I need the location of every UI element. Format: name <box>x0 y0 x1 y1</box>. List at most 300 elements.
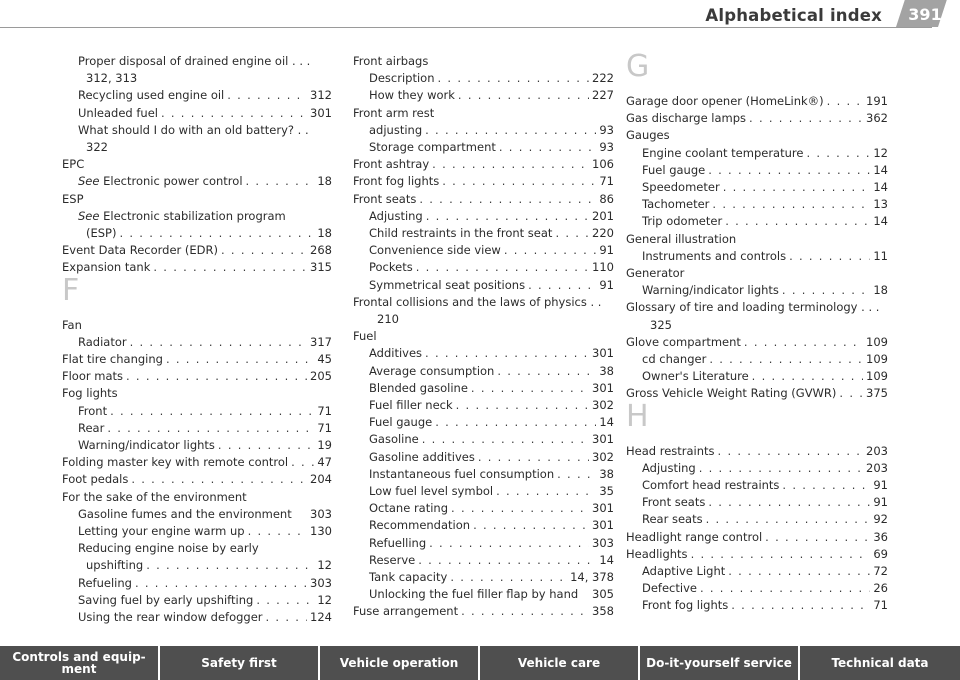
index-entry <box>369 70 614 86</box>
index-entry <box>86 70 332 86</box>
dot-leader <box>471 380 589 396</box>
dot-leader <box>266 609 308 625</box>
entry-text: cd changer <box>642 352 707 366</box>
page-reference[interactable]: 109 <box>866 369 888 384</box>
index-entry <box>369 449 614 465</box>
index-entry <box>78 403 332 419</box>
index-entry <box>353 294 614 310</box>
index-entry <box>642 351 888 367</box>
dot-leader <box>708 162 870 178</box>
index-entry <box>369 535 614 551</box>
index-entry <box>353 105 614 121</box>
entry-text: Front seats <box>353 191 417 206</box>
page-reference[interactable]: 71 <box>873 598 888 613</box>
index-entry <box>369 242 614 258</box>
index-entry <box>86 557 332 573</box>
entry-text: Trip odometer <box>642 214 723 229</box>
index-entry <box>62 191 332 207</box>
entry-text: ESP <box>62 191 84 206</box>
header-rule <box>0 27 932 28</box>
dot-leader <box>473 517 589 533</box>
dot-leader <box>749 110 863 126</box>
dot-leader <box>131 471 307 487</box>
index-entry <box>353 191 614 207</box>
entry-text: Defective <box>642 581 697 596</box>
index-entry <box>62 156 332 172</box>
index-entry <box>62 351 332 367</box>
index-entry <box>642 511 888 527</box>
dot-leader <box>723 179 871 195</box>
index-entry <box>62 489 332 505</box>
entry-text: Fan <box>62 317 82 332</box>
page-reference[interactable]: 72 <box>873 564 888 578</box>
index-entry <box>626 299 888 315</box>
index-entry <box>642 213 888 229</box>
page-reference[interactable]: 203 <box>866 443 888 458</box>
page-reference[interactable]: 358 <box>592 604 614 619</box>
dot-leader <box>700 580 870 596</box>
index-entry <box>353 173 614 189</box>
index-entry <box>642 494 888 510</box>
dot-leader <box>218 437 314 453</box>
dot-leader <box>499 139 596 155</box>
entry-text: Garage door opener (HomeLink®) <box>626 94 824 108</box>
entry-text: Event Data Recorder (EDR) <box>62 243 218 258</box>
page-reference[interactable]: 124 <box>310 610 332 624</box>
entry-text: (ESP) <box>86 226 117 240</box>
entry-text: Additives <box>369 346 423 361</box>
entry-text: Unlocking the fuel filler flap by hand <box>369 587 579 602</box>
dot-leader <box>709 351 863 367</box>
entry-text: Frontal collisions and the laws of physics . . <box>353 294 602 309</box>
entry-text: Fog lights <box>62 386 118 401</box>
entry-text: Front seats <box>642 495 706 510</box>
page-reference[interactable]: 362 <box>866 111 888 126</box>
page-reference[interactable]: 110 <box>592 260 614 275</box>
index-entry <box>78 87 332 103</box>
section-letter: G <box>626 49 650 84</box>
index-entry <box>369 500 614 516</box>
dot-leader <box>418 552 596 568</box>
dot-leader <box>461 603 589 619</box>
page-reference[interactable]: 38 <box>599 363 614 378</box>
page-reference[interactable]: 14 <box>873 162 888 177</box>
dot-leader <box>699 460 863 476</box>
entry-text: Letting your engine warm up <box>78 524 245 538</box>
dot-leader <box>691 546 871 562</box>
dot-leader <box>135 575 307 591</box>
page-reference[interactable]: 71 <box>317 403 332 418</box>
index-entry <box>642 282 888 298</box>
page-reference[interactable]: 203 <box>866 460 888 475</box>
entry-text: Octane rating <box>369 501 449 516</box>
dot-leader <box>130 334 307 350</box>
page-reference[interactable]: 86 <box>599 191 614 206</box>
entry-text: Rear <box>78 420 105 435</box>
page-reference[interactable]: 375 <box>866 386 888 401</box>
dot-leader <box>496 483 596 499</box>
page-reference[interactable]: 35 <box>599 484 614 498</box>
page-reference[interactable]: 312 <box>310 88 332 103</box>
index-entry <box>78 506 332 522</box>
page-reference[interactable]: 19 <box>317 438 332 452</box>
index-entry <box>369 466 614 482</box>
index-entry <box>642 460 888 476</box>
dot-leader <box>419 191 596 207</box>
page-reference[interactable]: 91 <box>873 495 888 510</box>
page-reference[interactable]: 91 <box>599 243 614 258</box>
entry-text: Generator <box>626 266 685 280</box>
entry-text: Headlight range control <box>626 529 763 544</box>
index-entry <box>78 173 332 189</box>
entry-text: Adjusting <box>369 208 423 223</box>
dot-leader <box>107 420 314 436</box>
dot-leader <box>706 511 871 527</box>
page-reference[interactable]: 301 <box>592 501 614 516</box>
page-reference[interactable]: 13 <box>873 197 888 212</box>
entry-text: Recycling used engine oil <box>78 88 225 103</box>
dot-leader <box>839 385 863 401</box>
entry-text: Gasoline fumes and the environment <box>78 506 292 521</box>
entry-text: Tank capacity <box>369 570 448 584</box>
index-entry <box>369 397 614 413</box>
entry-text: Electronic power control <box>99 174 243 189</box>
page-reference[interactable]: 71 <box>317 420 332 435</box>
page-reference[interactable]: 93 <box>599 122 614 137</box>
page-reference[interactable]: 302 <box>592 398 614 412</box>
entry-text: Front airbags <box>353 54 429 68</box>
page-reference[interactable]: 317 <box>310 334 332 349</box>
entry-text: Gas discharge lamps <box>626 111 747 126</box>
entry-text: Gasoline <box>369 432 419 447</box>
dot-leader <box>782 282 870 298</box>
page-reference[interactable]: 18 <box>873 283 888 298</box>
dot-leader <box>725 213 870 229</box>
dot-leader <box>806 145 870 161</box>
index-entry <box>62 471 332 487</box>
page-reference[interactable]: 14, 378 <box>570 570 614 584</box>
index-entry <box>78 105 332 121</box>
index-entry <box>369 431 614 447</box>
page-reference[interactable]: 109 <box>866 334 888 349</box>
entry-text: Fuel <box>353 329 377 344</box>
entry-text: Tachometer <box>642 197 710 212</box>
page-reference[interactable]: 26 <box>873 581 888 596</box>
entry-text: Proper disposal of drained engine oil . . . <box>78 54 311 68</box>
see-reference: See <box>78 208 100 223</box>
dot-leader <box>153 259 307 275</box>
entry-text: Folding master key with remote control <box>62 455 289 470</box>
index-entry <box>626 529 888 545</box>
entry-text: Gasoline additives <box>369 449 475 464</box>
page-reference[interactable]: 14 <box>873 180 888 194</box>
entry-text: Rear seats <box>642 512 703 527</box>
entry-text: What should I do with an old battery? . . <box>78 122 309 137</box>
page-title: Alphabetical index <box>705 6 882 25</box>
tab-vehicle-care[interactable]: Vehicle care <box>480 646 640 680</box>
page-reference[interactable]: 268 <box>310 243 332 258</box>
index-entry <box>626 127 888 143</box>
page-reference[interactable]: 14 <box>873 214 888 229</box>
page-reference[interactable]: 92 <box>873 512 888 527</box>
section-letter: H <box>626 398 649 434</box>
index-entry <box>78 208 332 224</box>
index-entry <box>642 196 888 212</box>
entry-text: Electronic stabilization program <box>99 208 286 223</box>
entry-text: Average consumption <box>369 363 495 378</box>
entry-text: Foot pedals <box>62 472 129 487</box>
tab-controls-and-equipment[interactable]: Controls and equip- ment <box>0 646 160 680</box>
page-reference[interactable]: 220 <box>592 226 614 240</box>
page-reference[interactable]: 12 <box>873 145 888 160</box>
dot-leader <box>827 93 863 109</box>
index-entry <box>353 328 614 344</box>
dot-leader <box>752 368 863 384</box>
dot-leader <box>291 454 314 470</box>
dot-leader <box>557 466 596 482</box>
page-reference[interactable]: 201 <box>592 208 614 223</box>
dot-leader <box>504 242 597 258</box>
index-entry <box>377 311 614 327</box>
index-entry <box>626 265 888 281</box>
entry-text: Glove compartment <box>626 334 741 349</box>
page-reference[interactable]: 109 <box>866 352 888 366</box>
index-entry <box>62 317 332 333</box>
dot-leader <box>426 208 589 224</box>
index-entry <box>626 443 888 459</box>
page-reference[interactable]: 47 <box>317 455 332 470</box>
page-reference[interactable]: 71 <box>599 174 614 189</box>
dot-leader <box>126 368 307 384</box>
page-reference[interactable]: 36 <box>873 529 888 544</box>
index-entry <box>642 162 888 178</box>
page-reference[interactable]: 12 <box>317 592 332 607</box>
index-entry <box>369 414 614 430</box>
entry-text: Comfort head restraints <box>642 478 780 492</box>
tab-vehicle-operation[interactable]: Vehicle operation <box>320 646 480 680</box>
entry-text: General illustration <box>626 231 737 246</box>
index-entry <box>650 317 888 333</box>
dot-leader <box>166 351 314 367</box>
index-entry <box>369 208 614 224</box>
dot-leader <box>478 449 589 465</box>
entry-text: Unleaded fuel <box>78 105 158 120</box>
index-entry <box>626 93 888 109</box>
entry-text: Front <box>78 403 108 418</box>
tab-safety-first[interactable]: Safety first <box>160 646 320 680</box>
dot-leader <box>256 592 314 608</box>
index-entry <box>369 122 614 138</box>
page-reference[interactable]: 315 <box>310 260 332 275</box>
dot-leader <box>708 494 870 510</box>
dot-leader <box>435 414 596 430</box>
entry-text: Fuel filler neck <box>369 398 453 412</box>
index-entry <box>626 334 888 350</box>
dot-leader <box>728 563 870 579</box>
index-entry <box>369 139 614 155</box>
entry-text: Headlights <box>626 546 688 561</box>
entry-text: Blended gasoline <box>369 380 468 395</box>
index-entry <box>78 437 332 453</box>
entry-text: Gauges <box>626 128 670 143</box>
page-reference[interactable]: 303 <box>592 535 614 550</box>
index-entry <box>369 552 614 568</box>
index-entry <box>353 156 614 172</box>
entry-text: Convenience side view <box>369 243 501 258</box>
entry-text: Warning/indicator lights <box>642 283 779 298</box>
index-entry <box>369 586 614 602</box>
page-reference[interactable]: 69 <box>873 546 888 561</box>
tab-do-it-yourself-service[interactable]: Do-it-yourself service <box>640 646 800 680</box>
dot-leader <box>246 173 315 189</box>
entry-text: Owner's Literature <box>642 369 749 384</box>
index-entry <box>62 385 332 401</box>
page-reference[interactable]: 303 <box>310 506 332 521</box>
index-entry <box>642 145 888 161</box>
entry-text: Adjusting <box>642 460 696 475</box>
index-entry <box>62 259 332 275</box>
page-reference[interactable]: 301 <box>592 346 614 361</box>
entry-text: Recommendation <box>369 518 471 533</box>
page-reference[interactable]: 222 <box>592 71 614 86</box>
dot-leader <box>456 397 589 413</box>
page-reference[interactable]: 91 <box>873 478 888 492</box>
index-entry <box>642 477 888 493</box>
index-entry <box>369 225 614 241</box>
index-entry <box>626 231 888 247</box>
entry-text: Engine coolant temperature <box>642 145 804 160</box>
dot-leader <box>450 569 567 585</box>
entry-text: Fuse arrangement <box>353 604 459 619</box>
page-reference[interactable]: 18 <box>317 226 332 240</box>
index-entry <box>369 277 614 293</box>
index-entry <box>369 380 614 396</box>
entry-text: Flat tire changing <box>62 352 163 366</box>
index-entry <box>62 368 332 384</box>
page-reference[interactable]: 91 <box>599 277 614 292</box>
entry-text: Refuelling <box>369 535 427 550</box>
entry-text: Reserve <box>369 552 416 567</box>
page-reference[interactable]: 12 <box>317 558 332 573</box>
page-reference[interactable]: 14 <box>599 415 614 430</box>
entry-text: Instruments and controls <box>642 248 787 263</box>
page-reference[interactable]: 301 <box>310 105 332 120</box>
dot-leader <box>712 196 870 212</box>
page-reference[interactable]: 204 <box>310 472 332 487</box>
entry-text: Adaptive Light <box>642 564 726 578</box>
entry-text: Storage compartment <box>369 140 496 154</box>
entry-text: Fuel gauge <box>369 415 433 430</box>
entry-text: Pockets <box>369 260 413 275</box>
page-reference[interactable]: 303 <box>310 575 332 590</box>
entry-text: Speedometer <box>642 180 720 194</box>
index-entry <box>369 363 614 379</box>
entry-text: Glossary of tire and loading terminology . . . <box>626 300 880 315</box>
index-entry <box>78 609 332 625</box>
entry-text: For the sake of the environment <box>62 489 247 504</box>
index-entry <box>78 122 332 138</box>
page-reference[interactable]: 302 <box>592 449 614 464</box>
page-reference[interactable]: 301 <box>592 518 614 533</box>
entry-text: Expansion tank <box>62 260 151 275</box>
page-number: 391 <box>908 5 942 24</box>
index-entry <box>642 248 888 264</box>
index-entry <box>642 368 888 384</box>
section-letter: F <box>62 272 80 308</box>
index-entry <box>626 385 888 401</box>
page-reference[interactable]: 14 <box>599 552 614 567</box>
entry-text: Low fuel level symbol <box>369 484 494 498</box>
index-entry <box>78 420 332 436</box>
index-entry <box>86 225 332 241</box>
dot-leader <box>425 122 596 138</box>
dot-leader <box>119 225 314 241</box>
page-reference[interactable]: 205 <box>310 369 332 384</box>
tab-technical-data[interactable]: Technical data <box>800 646 960 680</box>
dot-leader <box>789 248 870 264</box>
page-reference[interactable]: 130 <box>310 524 332 538</box>
entry-text: Warning/indicator lights <box>78 438 215 452</box>
page-reference[interactable]: 11 <box>873 248 888 263</box>
entry-text: adjusting <box>369 122 423 137</box>
entry-text: Front fog lights <box>642 598 729 613</box>
entry-text: 325 <box>650 317 672 332</box>
page-reference[interactable]: 18 <box>317 174 332 189</box>
page-reference[interactable]: 93 <box>599 140 614 154</box>
entry-text: Radiator <box>78 334 127 349</box>
index-entry <box>86 139 332 155</box>
dot-leader <box>442 173 596 189</box>
index-entry <box>62 242 332 258</box>
dot-leader <box>425 345 589 361</box>
index-entry <box>369 569 614 585</box>
entry-text: Reducing engine noise by early <box>78 541 259 556</box>
entry-text: Gross Vehicle Weight Rating (GVWR) <box>626 386 837 401</box>
page-reference[interactable]: 45 <box>317 352 332 366</box>
index-entry <box>369 87 614 103</box>
page-reference[interactable]: 227 <box>592 88 614 103</box>
dot-leader <box>429 535 589 551</box>
entry-text: 322 <box>86 140 108 154</box>
page-reference[interactable]: 301 <box>592 432 614 447</box>
dot-leader <box>161 105 307 121</box>
entry-text: Instantaneous fuel consumption <box>369 466 555 481</box>
dot-leader <box>528 277 596 293</box>
page-reference[interactable]: 191 <box>866 94 888 108</box>
page-reference[interactable]: 301 <box>592 380 614 395</box>
page-reference[interactable]: 38 <box>599 466 614 481</box>
index-entry <box>642 563 888 579</box>
entry-text: Head restraints <box>626 443 715 458</box>
dot-leader <box>227 87 307 103</box>
index-entry <box>78 592 332 608</box>
entry-text: Front fog lights <box>353 174 440 189</box>
page-reference[interactable]: 305 <box>592 587 614 602</box>
entry-text: 312, 313 <box>86 71 138 86</box>
dot-leader <box>744 334 863 350</box>
entry-text: Using the rear window defogger <box>78 610 263 624</box>
entry-text: upshifting <box>86 558 144 573</box>
index-entry <box>353 603 614 619</box>
dot-leader <box>438 70 590 86</box>
dot-leader <box>451 500 589 516</box>
index-entry <box>369 517 614 533</box>
entry-text: Fuel gauge <box>642 162 706 177</box>
entry-text: 210 <box>377 312 399 326</box>
page-reference[interactable]: 106 <box>592 157 614 172</box>
dot-leader <box>458 87 589 103</box>
dot-leader <box>110 403 314 419</box>
